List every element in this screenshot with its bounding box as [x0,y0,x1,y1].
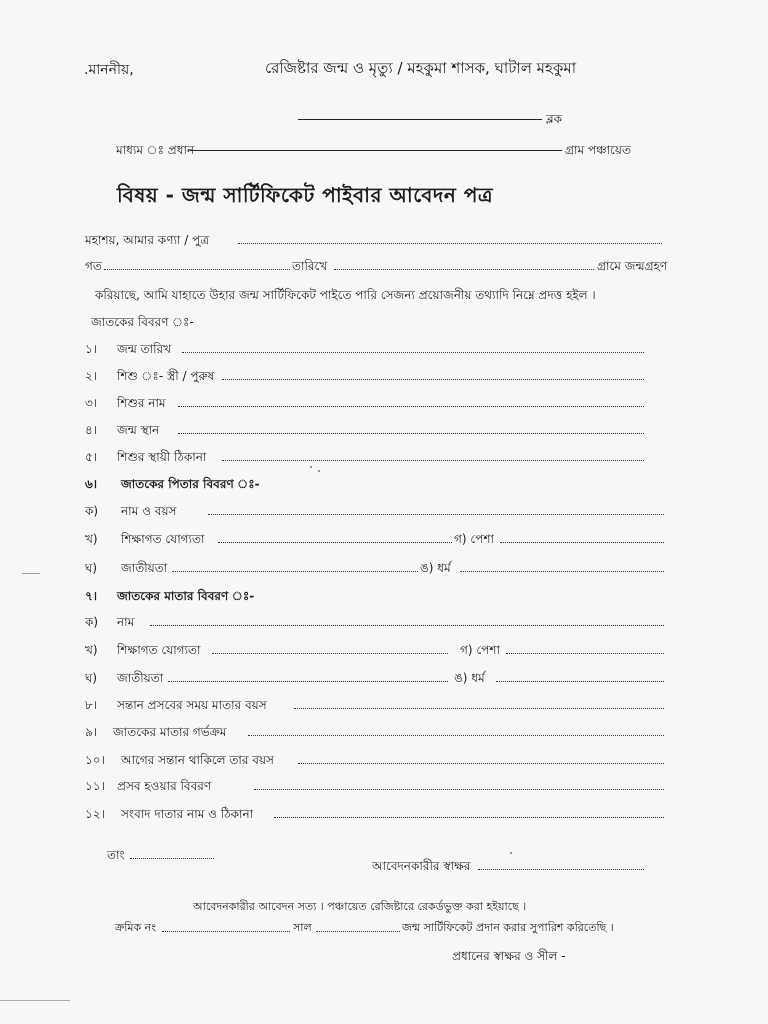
item-8-num: ৮। [85,698,98,712]
via-label: মাধ্যম ঃ প্রধান [116,143,195,157]
chief-signature-label: প্রধানের স্বাক্ষর ও সীল - [452,949,566,963]
item-3-blank [178,406,644,407]
item-3-num: ৩। [85,396,98,410]
father-nationality-blank [172,571,418,572]
item-2-blank [222,379,644,380]
father-title: জাতকের পিতার বিবরণ ঃ- [121,477,260,491]
item-5-num: ৫। [85,450,98,464]
father-name-age-blank [208,514,664,515]
item-11-label: প্রসব হওয়ার বিবরণ [117,779,212,793]
intro-past: গত [85,259,102,273]
mother-occupation-blank [506,653,664,654]
mother-ka: ক) [85,615,99,629]
intro-line3: করিয়াছে, আমি যাহাতে উহার জন্ম সার্টিফিকেট পাইতে পারি সেজন্য প্রয়োজনীয় তথ্যাদি নিম্নে প্রদত্ত হইল । [95,288,596,302]
year-blank [316,931,400,932]
item-11-blank [254,789,664,790]
addressee: রেজিষ্টার জন্ম ও মৃত্যু / মহকুমা শাসক, ঘাটাল মহকুমা [265,59,577,77]
scan-speck [310,466,312,468]
via-blank [190,150,562,151]
father-name-age-label: নাম ও বয়স [121,504,177,518]
scan-mark [0,1000,70,1001]
item-8-blank [294,708,664,709]
mother-kha: খ) [85,643,98,657]
item-2-num: ২। [85,369,98,383]
item-10-num: ১০। [85,753,105,767]
item-1-num: ১। [85,342,98,356]
date-blank-footer [130,858,214,859]
item-12-blank [274,817,664,818]
intro-date-word: তারিখে [292,259,328,273]
scan-mark [22,573,40,574]
father-religion-blank [460,571,664,572]
verification-line: আবেদনকারীর আবেদন সত্য । পঞ্চায়েত রেজিষ্টারে রেকর্ডভুক্ত করা হইয়াছে । [193,900,527,913]
mother-education-blank [212,653,448,654]
father-education-blank [218,542,452,543]
year-label: সাল [293,921,312,934]
date-blank [334,269,594,270]
item-4-blank [178,433,644,434]
intro-village-birth: গ্রামে জন্মগ্রহণ [597,259,668,273]
mother-num: ৭। [85,589,98,603]
block-blank [298,119,542,120]
item-9-label: জাতকের মাতার গর্ভক্রম [113,725,227,739]
mother-occupation-label: গ) পেশা [460,643,500,657]
father-occupation-label: গ) পেশা [454,532,494,546]
father-occupation-blank [500,542,664,543]
item-9-num: ৯। [85,725,98,739]
mother-name-label: নাম [117,615,135,629]
mother-nationality-label: জাতীয়তা [117,671,164,685]
scan-speck [318,470,320,472]
father-religion-label: ঙ) ধর্ম [420,561,451,575]
applicant-signature-label: আবেদনকারীর স্বাক্ষর [372,859,471,873]
item-12-label: সংবাদ দাতার নাম ও ঠিকানা [121,807,254,821]
child-section-title: জাতকের বিবরণ ঃ- [91,315,194,329]
mother-religion-label: ঙ) ধর্ম [454,671,485,685]
father-kha: খ) [85,532,98,546]
mother-gha: ঘ) [85,671,98,685]
item-12-num: ১২। [85,807,105,821]
mother-title: জাতকের মাতার বিবরণ ঃ- [117,589,255,603]
applicant-signature-blank [478,869,644,870]
mother-education-label: শিক্ষাগত যোগ্যতা [117,643,201,657]
child-name-blank [238,243,662,244]
item-3-label: শিশুর নাম [117,396,166,410]
item-2-label: শিশু ঃ- স্ত্রী / পুরুষ [117,369,215,383]
mother-nationality-blank [168,681,448,682]
mother-name-blank [150,625,664,626]
past-blank [104,269,290,270]
recommendation-text: জন্ম সার্টিফিকেট প্রদান করার সুপারিশ করিতেছি । [402,921,614,934]
item-10-blank [298,763,664,764]
serial-label: ক্রমিক নং [115,921,156,934]
item-8-label: সন্তান প্রসবের সময় মাতার বয়স [117,698,267,712]
item-1-label: জন্ম তারিখ [117,342,172,356]
subject-heading: বিষয় - জন্ম সার্টিফিকেট পাইবার আবেদন পত্র [117,183,494,207]
father-gha: ঘ) [85,561,98,575]
father-num: ৬। [85,477,98,491]
panchayat-label: গ্রাম পঞ্চায়েত [565,143,631,157]
block-label: ব্লক [546,112,563,126]
father-education-label: শিক্ষাগত যোগ্যতা [121,532,205,546]
father-nationality-label: জাতীয়তা [121,561,168,575]
item-9-blank [248,735,664,736]
item-5-blank [222,460,644,461]
item-11-num: ১১। [85,779,105,793]
item-10-label: আগের সন্তান থাকিলে তার বয়স [121,753,274,767]
mother-religion-blank [496,681,664,682]
item-4-num: ৪। [85,423,98,437]
date-label: তাং [107,848,125,862]
scan-speck [510,852,512,854]
item-4-label: জন্ম স্থান [117,423,160,437]
item-5-label: শিশুর স্থায়ী ঠিকানা [117,450,207,464]
intro-line1: মহাশয়, আমার কণ্যা / পুত্র [85,233,210,247]
item-1-blank [182,352,644,353]
salutation: .মাননীয়, [84,62,134,78]
father-ka: ক) [85,504,99,518]
serial-blank [162,931,290,932]
